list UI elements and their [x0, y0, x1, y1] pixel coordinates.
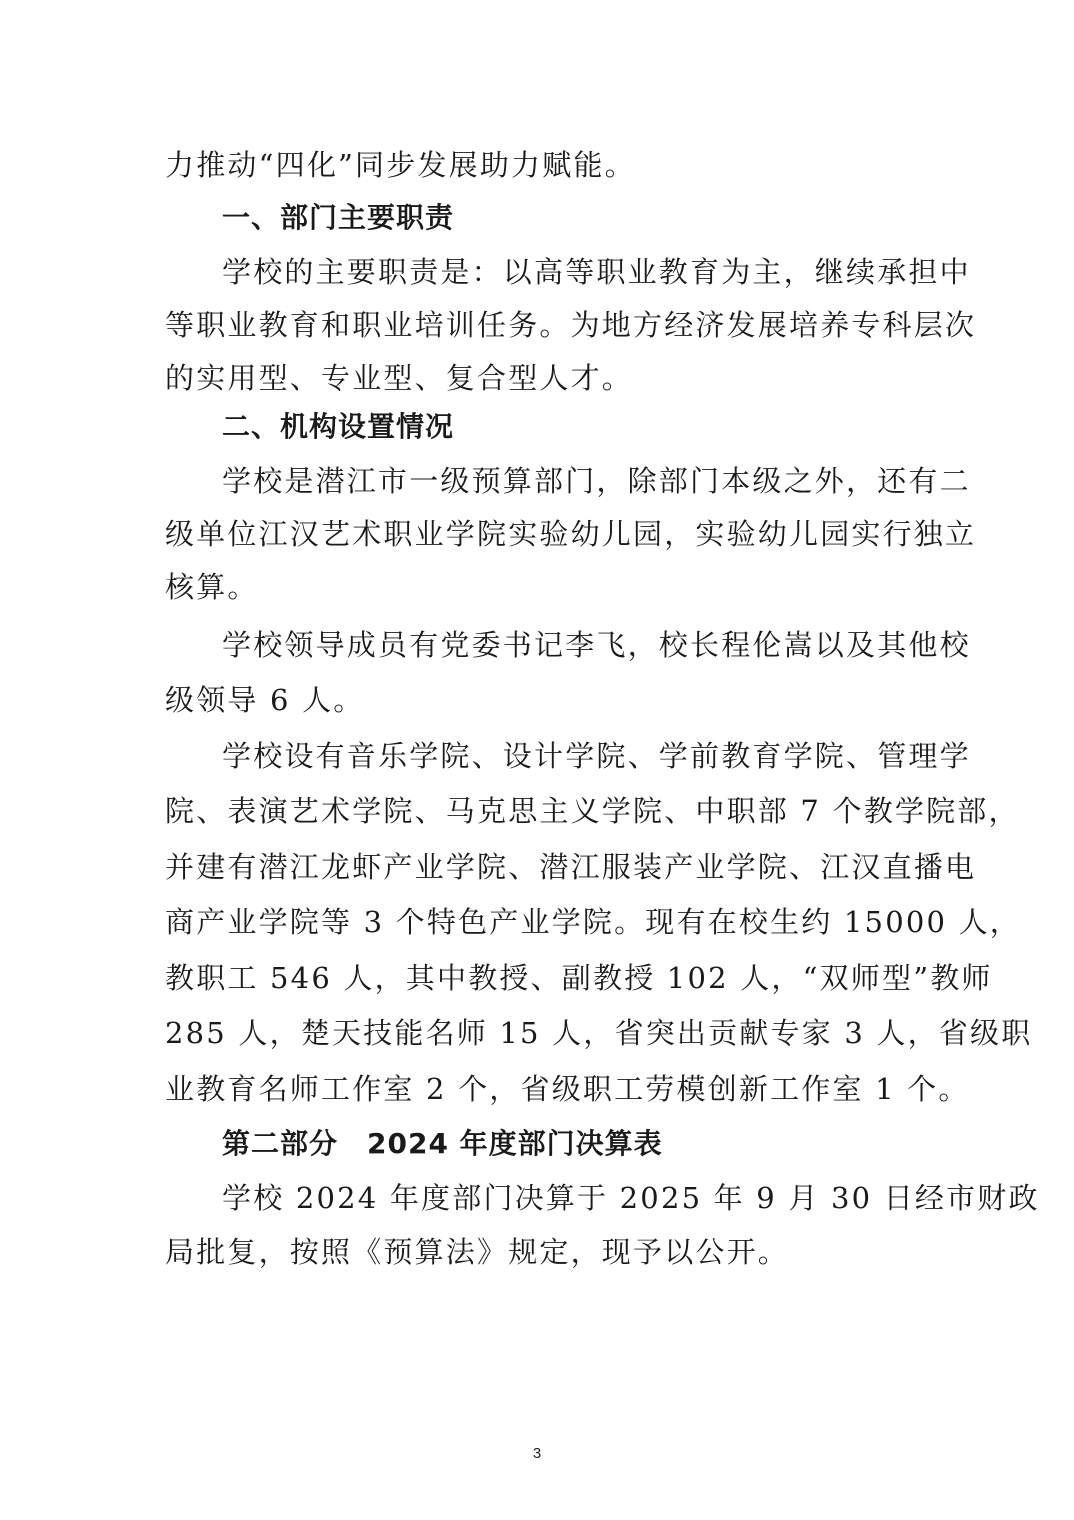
paragraph-line: 285 人，楚天技能名师 15 人，省突出贡献专家 3 人，省级职	[165, 1016, 1033, 1050]
paragraph-line: 商产业学院等 3 个特色产业学院。现有在校生约 15000 人，	[165, 905, 1021, 939]
paragraph-line: 业教育名师工作室 2 个，省级职工劳模创新工作室 1 个。	[165, 1072, 970, 1106]
paragraph-line: 核算。	[165, 570, 259, 604]
paragraph-line: 并建有潜江龙虾产业学院、潜江服装产业学院、江汉直播电	[165, 850, 977, 884]
paragraph-line: 学校的主要职责是：以高等职业教育为主，继续承担中	[222, 255, 971, 289]
section-heading-organization: 二、机构设置情况	[222, 410, 455, 443]
paragraph-line: 级领导 6 人。	[165, 683, 365, 717]
section-heading-duties: 一、部门主要职责	[222, 201, 455, 234]
paragraph-line: 等职业教育和职业培训任务。为地方经济发展培养专科层次	[165, 308, 977, 342]
paragraph-line: 级单位江汉艺术职业学院实验幼儿园，实验幼儿园实行独立	[165, 517, 977, 551]
paragraph-line: 的实用型、专业型、复合型人才。	[165, 361, 634, 395]
paragraph-line: 学校设有音乐学院、设计学院、学前教育学院、管理学	[222, 739, 971, 773]
paragraph-line: 教职工 546 人，其中教授、副教授 102 人，“双师型”教师	[165, 961, 993, 995]
paragraph-line: 学校领导成员有党委书记李飞，校长程伦嵩以及其他校	[222, 628, 971, 662]
paragraph-line: 力推动“四化”同步发展助力赋能。	[165, 148, 636, 182]
paragraph-line: 学校 2024 年度部门决算于 2025 年 9 月 30 日经市财政	[222, 1181, 1040, 1215]
paragraph-line: 学校是潜江市一级预算部门，除部门本级之外，还有二	[222, 464, 971, 498]
paragraph-line: 院、表演艺术学院、马克思主义学院、中职部 7 个教学院部，	[165, 794, 1020, 828]
page-number: 3	[532, 1445, 542, 1462]
part-two-heading: 第二部分 2024 年度部门决算表	[222, 1127, 663, 1160]
paragraph-line: 局批复，按照《预算法》规定，现予以公开。	[165, 1235, 790, 1269]
